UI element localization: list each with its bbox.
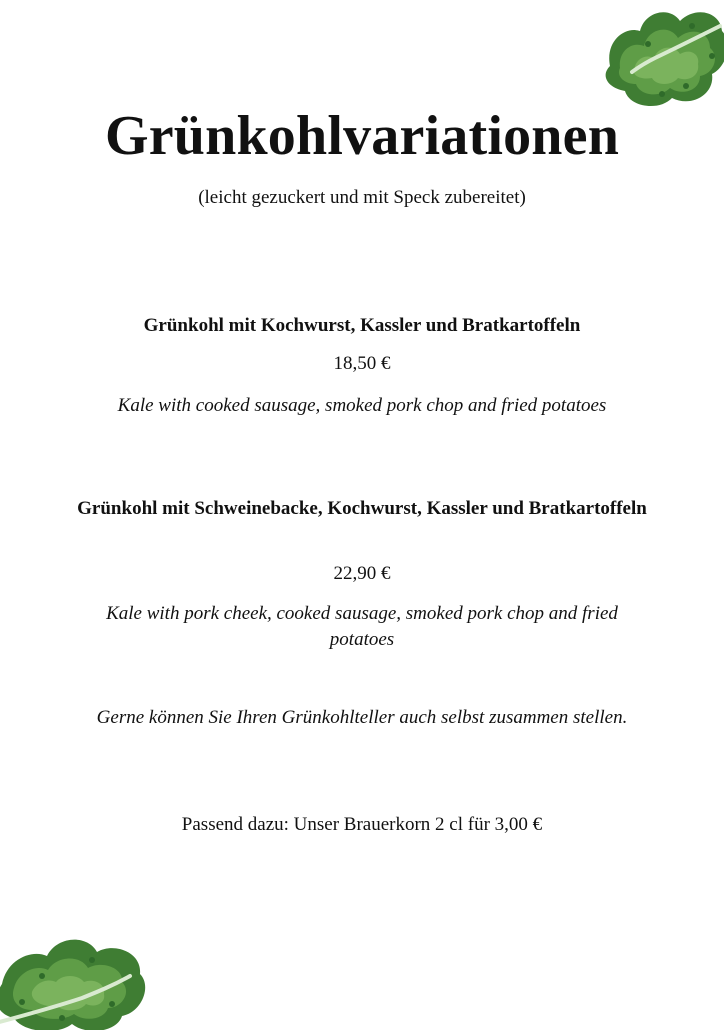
- drink-pairing: Passend dazu: Unser Brauerkorn 2 cl für 3,00 €: [181, 814, 543, 835]
- page-title: Grünkohlvariationen: [104, 105, 620, 167]
- dish-english-description: Kale with pork cheek, cooked sausage, smoked pork chop and fried potatoes: [106, 603, 618, 650]
- self-compose-note: Gerne können Sie Ihren Grünkohlteller auch selbst zusammen stellen.: [96, 707, 628, 728]
- dish-price: 22,90 €: [333, 563, 391, 584]
- dish-english-description: Kale with cooked sausage, smoked pork chop and fried potatoes: [117, 395, 607, 416]
- page-subtitle: (leicht gezuckert und mit Speck zubereitet): [198, 187, 526, 208]
- kale-leaf-icon: [600, 0, 724, 112]
- dish-name: Grünkohl mit Schweinebacke, Kochwurst, Kassler und Bratkartoffeln: [77, 498, 647, 519]
- dish-price: 18,50 €: [333, 353, 391, 374]
- dish-name: Grünkohl mit Kochwurst, Kassler und Bratkartoffeln: [143, 315, 581, 336]
- kale-leaf-icon: [0, 924, 152, 1030]
